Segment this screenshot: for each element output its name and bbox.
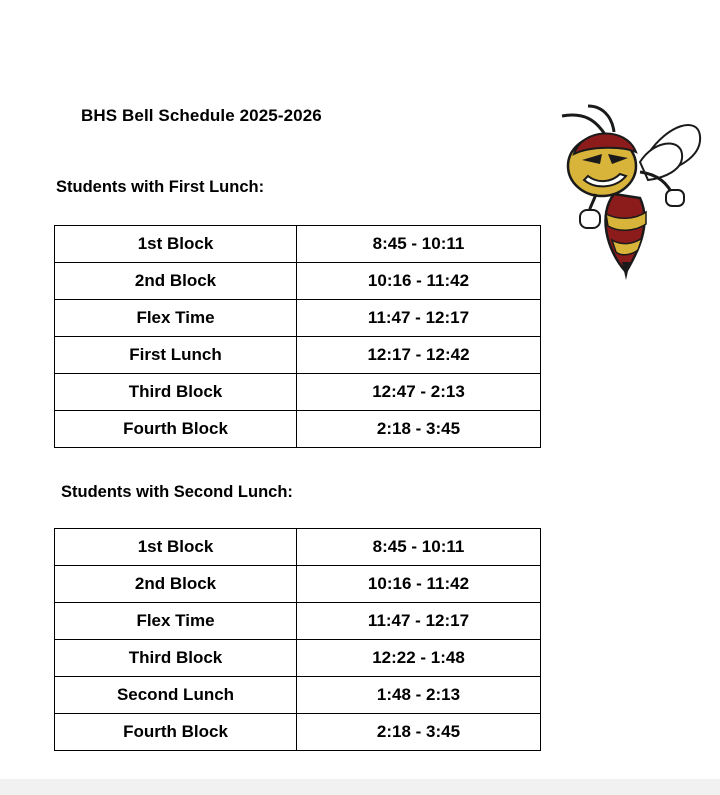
time-range-cell: 10:16 - 11:42 [297,263,541,300]
time-range-cell: 10:16 - 11:42 [297,566,541,603]
table-row [55,263,541,300]
block-name-cell: First Lunch [55,337,297,374]
table-row [55,300,541,337]
table-row [55,603,541,640]
block-name-cell: Flex Time [55,300,297,337]
second-lunch-heading: Students with Second Lunch: [61,483,293,501]
time-range-cell: 12:22 - 1:48 [297,640,541,677]
table-row [55,677,541,714]
table-row [55,337,541,374]
page-title: BHS Bell Schedule 2025-2026 [81,106,322,125]
time-range-cell: 2:18 - 3:45 [297,411,541,448]
time-range-cell: 12:47 - 2:13 [297,374,541,411]
block-name-cell: 1st Block [55,226,297,263]
time-range-cell: 11:47 - 12:17 [297,603,541,640]
time-range-cell: 1:48 - 2:13 [297,677,541,714]
block-name-cell: Flex Time [55,603,297,640]
first-lunch-schedule-table [54,225,541,448]
block-name-cell: Fourth Block [55,714,297,751]
time-range-cell: 2:18 - 3:45 [297,714,541,751]
table-row [55,374,541,411]
block-name-cell: 1st Block [55,529,297,566]
time-range-cell: 12:17 - 12:42 [297,337,541,374]
table-row [55,529,541,566]
table-row [55,566,541,603]
table-row [55,714,541,751]
block-name-cell: 2nd Block [55,566,297,603]
block-name-cell: Second Lunch [55,677,297,714]
yellow-jacket-mascot-icon [556,102,704,282]
table-row [55,411,541,448]
block-name-cell: Fourth Block [55,411,297,448]
second-lunch-schedule-table [54,528,541,751]
page-bottom-divider [0,779,720,795]
block-name-cell: 2nd Block [55,263,297,300]
time-range-cell: 8:45 - 10:11 [297,226,541,263]
block-name-cell: Third Block [55,640,297,677]
time-range-cell: 11:47 - 12:17 [297,300,541,337]
table-row [55,226,541,263]
time-range-cell: 8:45 - 10:11 [297,529,541,566]
first-lunch-heading: Students with First Lunch: [56,178,265,196]
table-row [55,640,541,677]
block-name-cell: Third Block [55,374,297,411]
